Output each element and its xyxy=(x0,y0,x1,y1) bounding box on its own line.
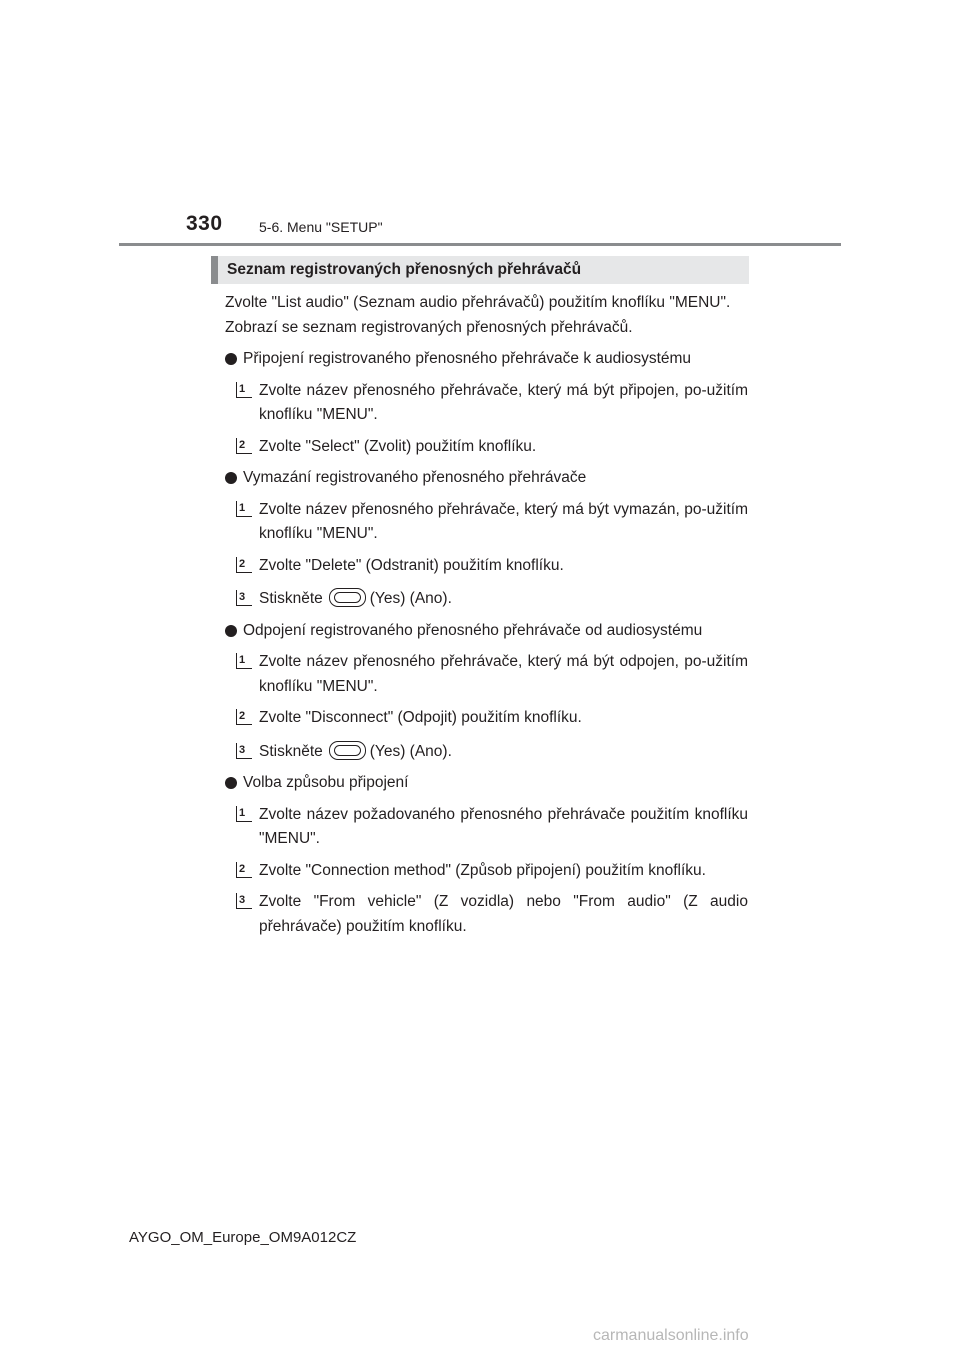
step-number: 2 xyxy=(236,862,252,878)
step xyxy=(225,890,748,939)
step xyxy=(225,859,748,884)
bullet-icon xyxy=(225,777,237,789)
step-text-after: (Yes) (Ano). xyxy=(369,742,452,760)
step-text-after: (Yes) (Ano). xyxy=(369,590,452,607)
section-title: 5-6. Menu "SETUP" xyxy=(259,219,383,235)
footer-code: AYGO_OM_Europe_OM9A012CZ xyxy=(129,1229,357,1246)
step xyxy=(225,379,748,428)
content xyxy=(225,291,748,939)
step-number: 3 xyxy=(236,590,252,606)
step-text: Zvolte "Select" (Zvolit) použitím knoflíku. xyxy=(259,437,537,455)
bullet-item xyxy=(225,771,748,796)
step-number: 1 xyxy=(236,382,252,398)
step-text: Zvolte "From vehicle" (Z vozidla) nebo "From audio" (Z audio přehrávače) použitím knoflíku. xyxy=(259,893,748,935)
bullet-item xyxy=(225,347,748,372)
bullet-icon xyxy=(225,625,237,637)
step-number: 3 xyxy=(236,743,252,759)
bullet-icon xyxy=(225,472,237,484)
intro-line-1: Zvolte "List audio" (Seznam audio přehrávačů) použitím knoflíku "MENU". xyxy=(225,294,731,311)
step-number: 1 xyxy=(236,806,252,822)
bullet-text: Vymazání registrovaného přenosného přehrávače xyxy=(243,469,587,486)
step-text-before: Stiskněte xyxy=(259,590,323,607)
step xyxy=(225,706,748,731)
bullet-icon xyxy=(225,353,237,365)
yes-key-icon xyxy=(329,741,366,760)
header-rule xyxy=(119,243,841,246)
watermark: carmanualsonline.info xyxy=(593,1327,749,1344)
intro-line-2: Zobrazí se seznam registrovaných přenosných přehrávačů. xyxy=(225,318,633,336)
step-text: Zvolte "Connection method" (Způsob připojení) použitím knoflíku. xyxy=(259,861,706,879)
step-number: 2 xyxy=(236,709,252,725)
step-text: Zvolte "Delete" (Odstranit) použitím knoflíku. xyxy=(259,556,564,574)
step xyxy=(225,587,748,612)
step xyxy=(225,435,748,460)
step-number: 3 xyxy=(236,893,252,909)
step-number: 1 xyxy=(236,653,252,669)
step-number: 1 xyxy=(236,501,252,517)
step-text-before: Stiskněte xyxy=(259,742,323,760)
step xyxy=(225,650,748,699)
step-text: Zvolte název požadovaného přenosného přehrávače použitím knoflíku "MENU". xyxy=(259,805,748,847)
step xyxy=(225,554,748,579)
step-text: Zvolte název přenosného přehrávače, který má být odpojen, po-užitím knoflíku "MENU". xyxy=(259,653,748,695)
step-text: Zvolte "Disconnect" (Odpojit) použitím knoflíku. xyxy=(259,709,582,726)
subheading-text: Seznam registrovaných přenosných přehrávačů xyxy=(227,261,582,278)
step xyxy=(225,498,748,547)
bullet-text: Připojení registrovaného přenosného přehrávače k audiosystému xyxy=(243,350,692,367)
step xyxy=(225,740,748,765)
page-number: 330 xyxy=(186,212,223,235)
step-text: Zvolte název přenosného přehrávače, který má být připojen, po-užitím knoflíku "MENU". xyxy=(259,381,748,423)
step-text: Zvolte název přenosného přehrávače, který má být vymazán, po-užitím knoflíku "MENU". xyxy=(259,500,748,542)
bullet-text: Volba způsobu připojení xyxy=(243,774,409,791)
subheading-bar xyxy=(211,256,749,284)
step-number: 2 xyxy=(236,557,252,573)
bullet-text: Odpojení registrovaného přenosného přehrávače od audiosystému xyxy=(243,621,703,639)
step xyxy=(225,803,748,852)
bullet-item xyxy=(225,619,748,644)
yes-key-icon xyxy=(329,588,366,607)
step-number: 2 xyxy=(236,438,252,454)
bullet-item xyxy=(225,466,748,491)
